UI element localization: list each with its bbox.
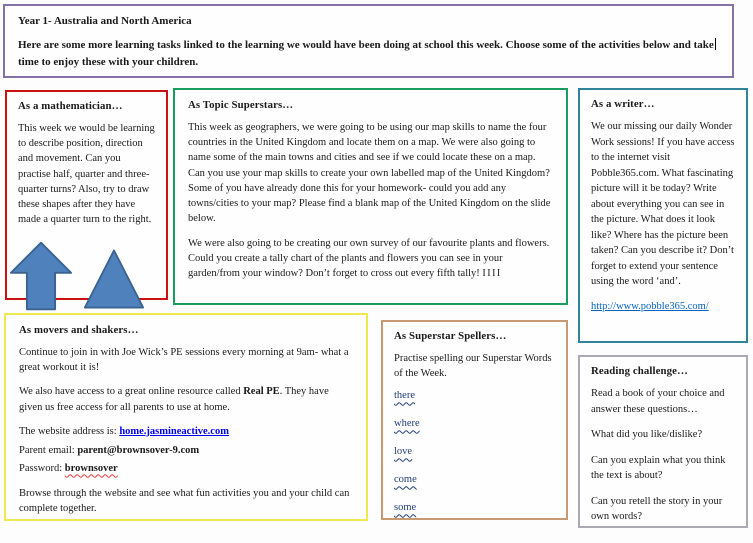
intro-text <box>18 37 719 71</box>
spelling-word: there <box>394 390 415 402</box>
spelling-word: love <box>394 446 413 458</box>
spelling-word: some <box>394 502 417 514</box>
password-line <box>19 461 353 477</box>
reading-line: Can you retell the story in your own words? <box>591 495 723 523</box>
website-label: The website address is: <box>19 425 120 437</box>
pobble-link[interactable]: http://www.pobble365.com/ <box>591 300 709 312</box>
credentials-block <box>19 424 353 477</box>
movers-paragraph-1: Continue to join in with Joe Wick’s PE sessions every morning at 9am- what a great workout it is! <box>19 347 349 374</box>
triangle-shape <box>83 246 145 312</box>
spellers-intro: Practise spelling our Superstar Words of the Week. <box>394 353 552 380</box>
mathematician-body: This week we would be learning to describe position, direction and movement. Can you practise half, quarter and three-quarter turns? Also, try to draw these shapes after they have made a quarter turn to the right. <box>18 123 155 226</box>
page-title: Year 1- Australia and North America <box>18 15 192 27</box>
topic-panel <box>173 88 568 305</box>
mathematician-heading: As a mathematician… <box>18 100 123 112</box>
up-block-arrow-shape <box>9 240 73 312</box>
writer-body: We our missing our daily Wonder Work sessions! If you have access to the internet visit Pobble365.com. What fascinating picture will it be today? Write about everything you can see in the picture. What does it look like? Where has the picture been taken? Can you describe it? Don’t forget to extend your sentence using the word ‘and’. <box>591 121 735 288</box>
password-label: Password: <box>19 463 65 475</box>
parent-email-line <box>19 443 353 459</box>
movers-paragraph-2-text: We also have access to a great online resource called <box>19 386 244 398</box>
topic-paragraph-2 <box>188 236 553 282</box>
topic-heading: As Topic Superstars… <box>188 99 294 111</box>
text-cursor <box>715 38 716 50</box>
parent-email-label: Parent email: <box>19 444 78 456</box>
tally-marks: IIII <box>482 267 502 279</box>
movers-paragraph-2-tail: . They have given us free access for all parents to use at home. <box>19 386 329 413</box>
writer-panel <box>578 88 748 343</box>
movers-paragraph-2 <box>19 384 353 414</box>
intro-text-part1: Here are some more learning tasks linked to the learning we would have been doing at school this week. Choose some of the activities below and take <box>18 39 714 51</box>
movers-panel <box>4 313 368 521</box>
reading-line: Can you explain what you think the text is about? <box>591 454 726 482</box>
writer-heading: As a writer… <box>591 98 655 110</box>
website-line <box>19 424 353 440</box>
intro-text-part2: time to enjoy these with your children. <box>18 56 199 69</box>
header-panel <box>3 4 734 78</box>
spelling-word: come <box>394 474 417 486</box>
movers-paragraph-3: Browse through the website and see what fun activities you and your child can complete together. <box>19 488 350 515</box>
parent-email-value: parent@brownsover-9.com <box>77 444 200 456</box>
spellers-heading: As Superstar Spellers… <box>394 330 507 342</box>
spelling-word: where <box>394 418 420 430</box>
real-pe-label: Real PE <box>243 386 280 398</box>
mathematician-panel <box>5 90 168 300</box>
movers-heading: As movers and shakers… <box>19 324 139 336</box>
shapes-row <box>9 240 155 312</box>
jasmine-active-link[interactable]: home.jasmineactive.com <box>119 425 229 437</box>
password-value: brownsover <box>64 463 118 475</box>
reading-panel <box>578 355 748 528</box>
topic-paragraph-1: This week as geographers, we were going to be using our map skills to name the four countries in the United Kingdom and locate them on a map. We were also going to name some of the main towns and cities and see if we could locate these on a map. Can you use your map skills to create your own labelled map of the United Kingdom? Some of you have already done this for your homework- could you add any towns/cities to your map? Please find a blank map of the United Kingdom on the slide below. <box>188 122 551 225</box>
reading-line: What did you like/dislike? <box>591 429 703 441</box>
topic-paragraph-2-text: We were also going to be creating our own survey of our favourite plants and flowers. Could you create a tally chart of the plants and flowers you can see in your garden/from your window? Don’t forget to cross out every fifth tally! <box>188 237 550 279</box>
reading-heading: Reading challenge… <box>591 365 688 377</box>
spellers-panel <box>381 320 568 520</box>
reading-line: Read a book of your choice and answer these questions… <box>591 388 725 415</box>
